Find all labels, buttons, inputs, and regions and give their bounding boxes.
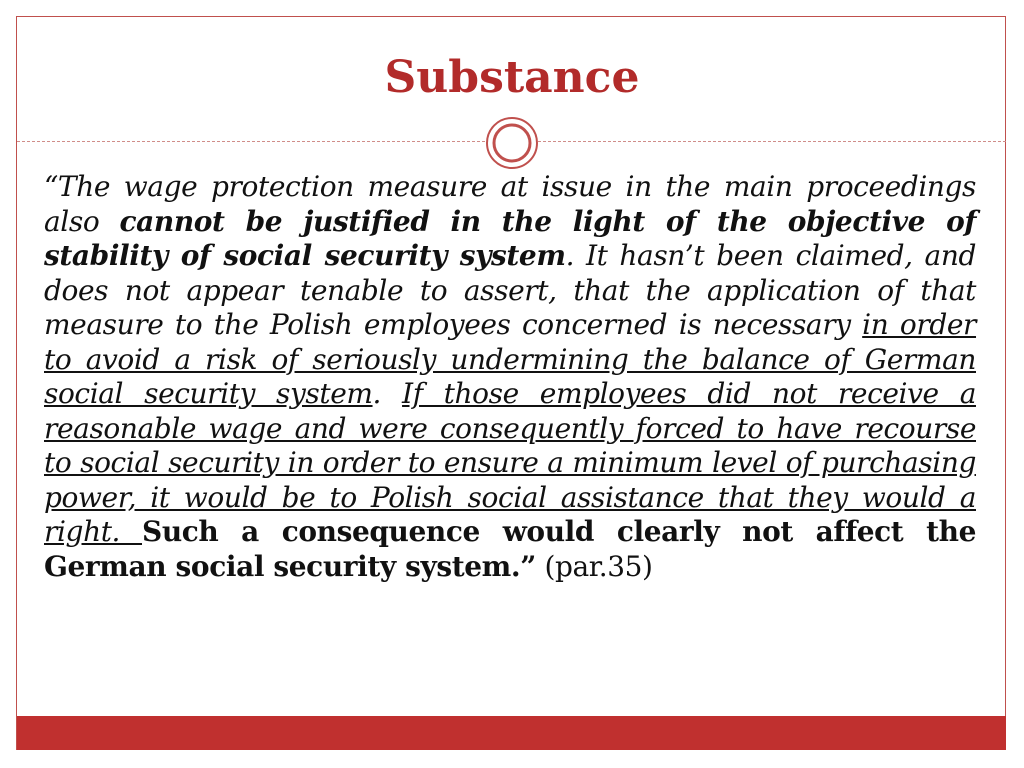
quote-separator: .	[372, 377, 403, 410]
quote-paragraph	[44, 170, 976, 584]
title-divider-left	[17, 141, 485, 142]
quote-underlined-risk: in order to avoid a risk of seriously undermining the balance of German social security system	[44, 308, 977, 410]
footer-accent-bar	[17, 716, 1006, 750]
quote-bold-justification: cannot be justified in the light of the objective of stability of social security system	[44, 204, 977, 272]
title-divider-right	[538, 141, 1006, 142]
quote-bold-conclusion: Such a consequence would clearly not affect the German social security system.”	[44, 515, 976, 583]
quote-assertion: . It hasn’t been claimed, and does not appear tenable to assert, that the application of that measure to the Polish employees concerned is necessary	[44, 239, 977, 341]
double-circle-icon	[485, 116, 539, 170]
slide-title: Substance	[384, 52, 640, 103]
quote-underlined-consequence: If those employees did not receive a reasonable wage and were consequently forced to have recourse to social security in order to ensure a minimum level of purchasing power, it would be to Polish social assistance that they would a right.	[44, 377, 976, 548]
quote-intro: “The wage protection measure at issue in the main proceedings also	[44, 170, 976, 238]
quote-citation: (par.35)	[535, 549, 653, 583]
